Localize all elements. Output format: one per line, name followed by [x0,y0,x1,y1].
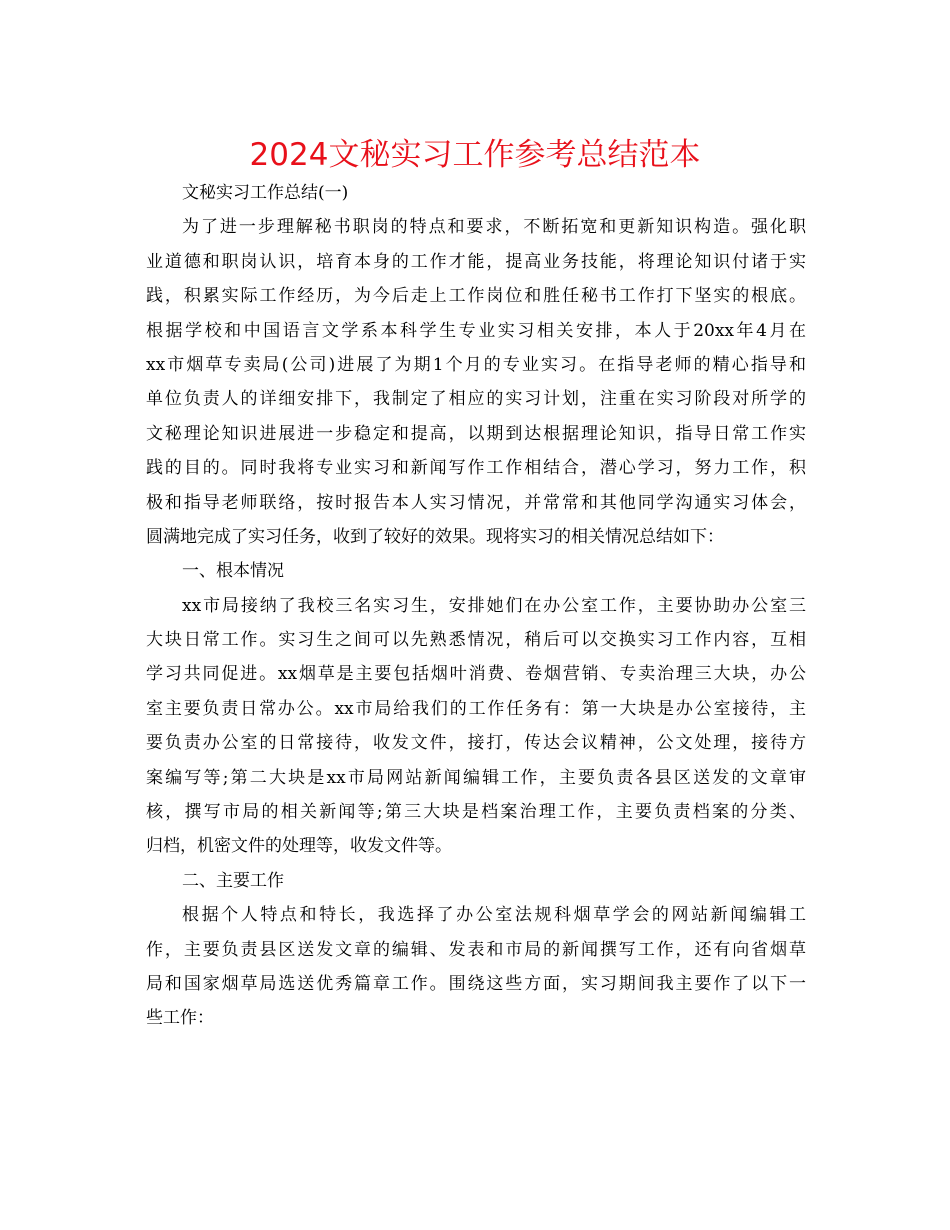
text-line: 一、根本情况 [182,561,284,582]
text-line: 践，积累实际工作经历，为今后走上工作岗位和胜任秘书工作打下坚实的根底。 [146,286,806,307]
text-line: 文秘实习工作总结(一) [182,183,349,203]
document-body [146,176,806,1036]
text-line: 学习共同促进。xx烟草是主要包括烟叶消费、卷烟营销、专卖治理三大块，办公 [146,664,806,685]
text-line: xx市烟草专卖局(公司)进展了为期1个月的专业实习。在指导老师的精心指导和 [146,354,806,375]
text-line: 些工作： [146,1008,214,1029]
text-line: 核，撰写市局的相关新闻等;第三大块是档案治理工作，主要负责档案的分类、 [146,802,806,823]
text-line: 文秘理论知识进展进一步稳定和提高，以期到达根据理论知识，指导日常工作实 [146,423,806,444]
text-line: 要负责办公室的日常接待，收发文件，接打，传达会议精神，公文处理，接待方 [146,733,806,754]
text-line: 室主要负责日常办公。xx市局给我们的工作任务有：第一大块是办公室接待，主 [146,698,806,719]
document-title: 2024文秘实习工作参考总结范本 [249,137,701,173]
text-line: 圆满地完成了实习任务，收到了较好的效果。现将实习的相关情况总结如下： [146,526,724,547]
text-line: 践的目的。同时我将专业实习和新闻写作工作相结合，潜心学习，努力工作，积 [146,458,806,479]
text-line: xx市局接纳了我校三名实习生，安排她们在办公室工作，主要协助办公室三 [182,595,806,616]
text-line: 二、主要工作 [182,870,284,891]
text-line: 作，主要负责县区送发文章的编辑、发表和市局的新闻撰写工作，还有向省烟草 [146,939,806,960]
text-line: 根据学校和中国语言文学系本科学生专业实习相关安排，本人于20xx年4月在 [146,320,806,341]
text-line: 业道德和职岗认识，培育本身的工作才能，提高业务技能，将理论知识付诸于实 [146,251,806,272]
text-line: 局和国家烟草局选送优秀篇章工作。围绕这些方面，实习期间我主要作了以下一 [146,973,806,994]
text-line: 大块日常工作。实习生之间可以先熟悉情况，稍后可以交换实习工作内容，互相 [146,630,806,651]
text-line: 极和指导老师联络，按时报告本人实习情况，并常常和其他同学沟通实习体会， [146,492,806,513]
text-line: 归档，机密文件的处理等，收发文件等。 [146,836,452,857]
text-line: 案编写等;第二大块是xx市局网站新闻编辑工作，主要负责各县区送发的文章审 [146,767,806,788]
text-line: 单位负责人的详细安排下，我制定了相应的实习计划，注重在实习阶段对所学的 [146,389,806,410]
text-line: 为了进一步理解秘书职岗的特点和要求，不断拓宽和更新知识构造。强化职 [182,217,806,238]
text-line: 根据个人特点和特长，我选择了办公室法规科烟草学会的网站新闻编辑工 [182,905,806,926]
